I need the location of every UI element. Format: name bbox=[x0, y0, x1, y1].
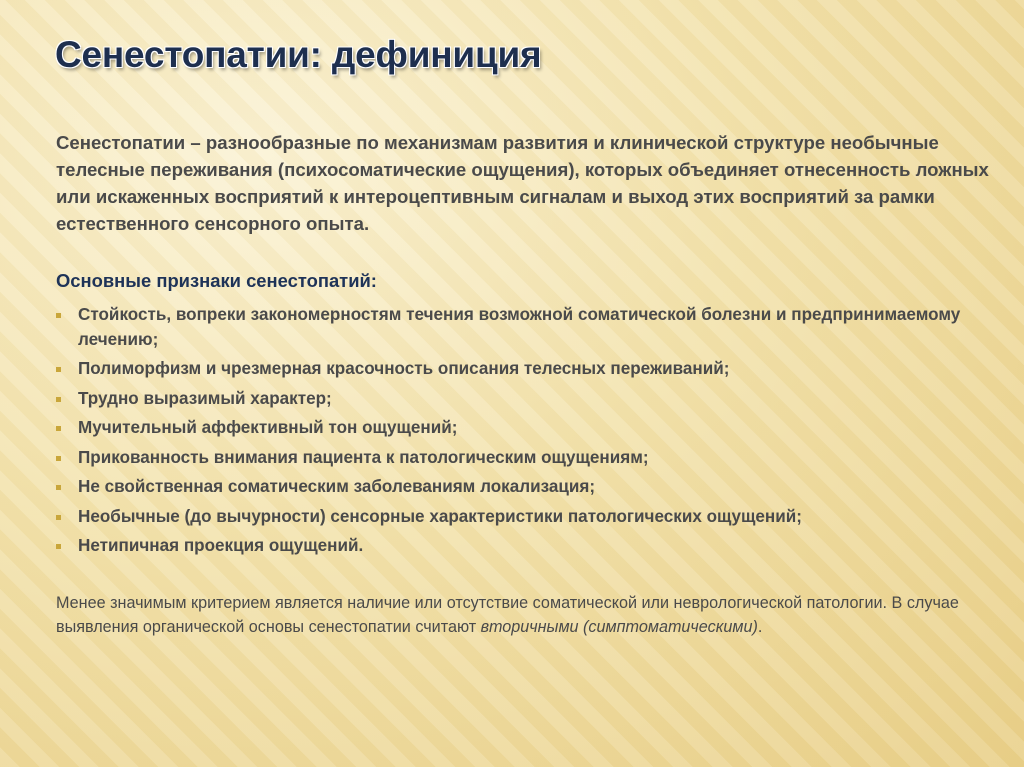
list-item bbox=[56, 446, 991, 471]
list-item-text: Не свойственная соматическим заболеваниям локализация; bbox=[78, 477, 596, 496]
note-text: Менее значимым критерием является наличие или отсутствие соматической или неврологической патологии. В случае выявления органической основы сенестопатии считают bbox=[56, 594, 959, 636]
list-item bbox=[56, 505, 991, 530]
list-item bbox=[56, 303, 991, 352]
bullet-icon bbox=[56, 544, 61, 549]
list-item bbox=[56, 475, 991, 500]
definition-paragraph: Сенестопатии – разнообразные по механизмам развития и клинической структуре необычные телесные переживания (психосоматические ощущения), которых объединяет отнесенность ложных или искаженных восприятий к интероцептивным сигналам и выход этих восприятий за рамки естественного сенсорного опыта. bbox=[56, 132, 989, 234]
bullet-icon bbox=[56, 397, 61, 402]
bullet-icon bbox=[56, 485, 61, 490]
note-paragraph bbox=[56, 591, 991, 639]
list-item bbox=[56, 387, 991, 412]
bullet-icon bbox=[56, 515, 61, 520]
list-item-text: Трудно выразимый характер; bbox=[78, 388, 332, 408]
bullet-icon bbox=[56, 456, 61, 461]
bullet-icon bbox=[56, 313, 61, 318]
list-item-text: Полиморфизм и чрезмерная красочность описания телесных переживаний; bbox=[78, 359, 730, 378]
bullet-icon bbox=[56, 426, 61, 431]
features-heading: Основные признаки сенестопатий: bbox=[56, 270, 377, 291]
list-item-text: Мучительный аффективный тон ощущений; bbox=[78, 418, 458, 437]
features-list bbox=[56, 303, 991, 564]
slide-title: Сенестопатии: дефиниция bbox=[55, 34, 542, 75]
note-italic-text: вторичными (симптоматическими) bbox=[480, 618, 758, 636]
list-item-text: Нетипичная проекция ощущений. bbox=[78, 536, 364, 555]
list-item-text: Прикованность внимания пациента к патологическим ощущениям; bbox=[78, 447, 649, 467]
list-item bbox=[56, 534, 991, 559]
list-item bbox=[56, 416, 991, 441]
list-item bbox=[56, 357, 991, 382]
list-item-text: Стойкость, вопреки закономерностям течения возможной соматической болезни и предпринимаемому лечению; bbox=[78, 305, 961, 349]
list-item-text: Необычные (до вычурности) сенсорные характеристики патологических ощущений; bbox=[78, 506, 802, 526]
note-end: . bbox=[757, 618, 763, 636]
bullet-icon bbox=[56, 367, 61, 372]
